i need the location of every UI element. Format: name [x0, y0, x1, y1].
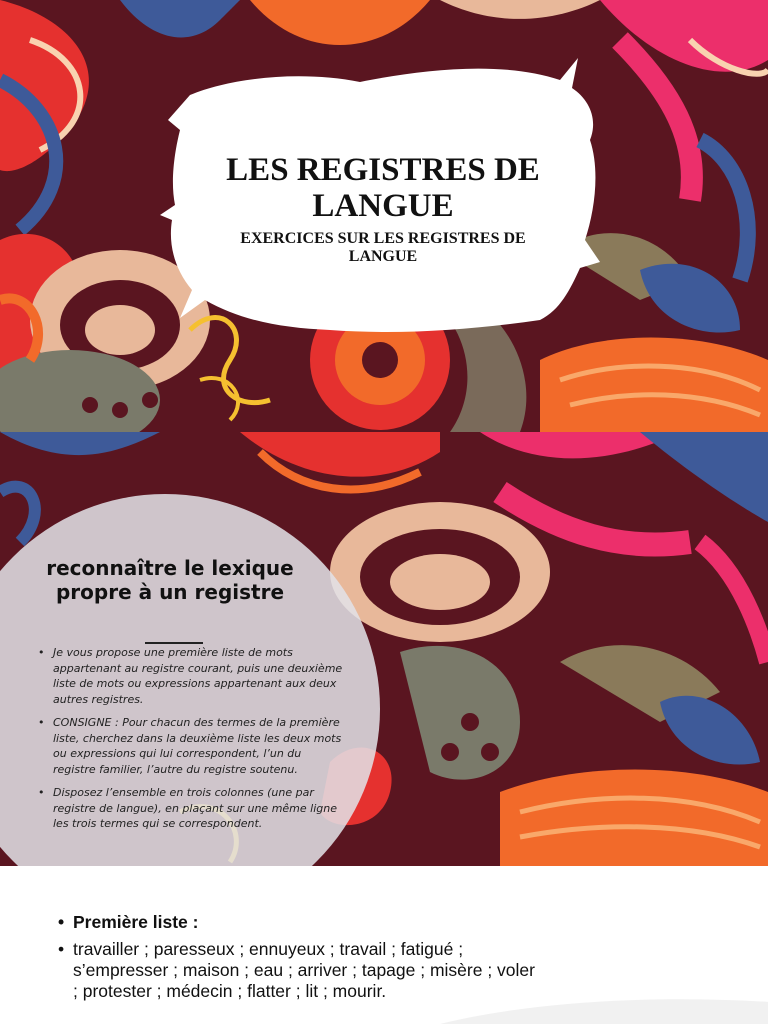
list-item: • Je vous propose une première liste de mots appartenant au registre courant, puis une deuxième liste de mots ou expressions appartenant aux deux autres registres. — [38, 646, 343, 706]
list-heading: • Première liste : — [58, 912, 199, 932]
instruction-list — [34, 645, 346, 840]
title-underline — [145, 642, 203, 644]
slide-title: reconnaître le lexique propre à un registre — [46, 556, 294, 604]
word-list-slide — [0, 866, 768, 1024]
list-item: • Disposez l’ensemble en trois colonnes (une par registre de langue), en plaçant sur une même ligne les trois termes qui se correspondent. — [38, 786, 337, 830]
title-slide — [0, 0, 768, 432]
slide-title: LES REGISTRES DE LANGUE — [226, 152, 540, 224]
decorative-swoosh — [440, 984, 768, 1024]
instructions-slide — [0, 432, 768, 866]
list-item: • CONSIGNE : Pour chacun des termes de la première liste, cherchez dans la deuxième liste les deux mots ou expressions qui lui correspondent, l’un du registre familier, l’autre du registre soutenu. — [38, 716, 342, 776]
slide-subtitle: EXERCICES SUR LES REGISTRES DE LANGUE — [240, 230, 526, 265]
list-item: • travailler ; paresseux ; ennuyeux ; travail ; fatigué ; s’empresser ; maison ; eau ; arriver ; tapage ; misère ; voler ; protester ; médecin ; flatter ; lit ; mourir. — [58, 939, 535, 1001]
